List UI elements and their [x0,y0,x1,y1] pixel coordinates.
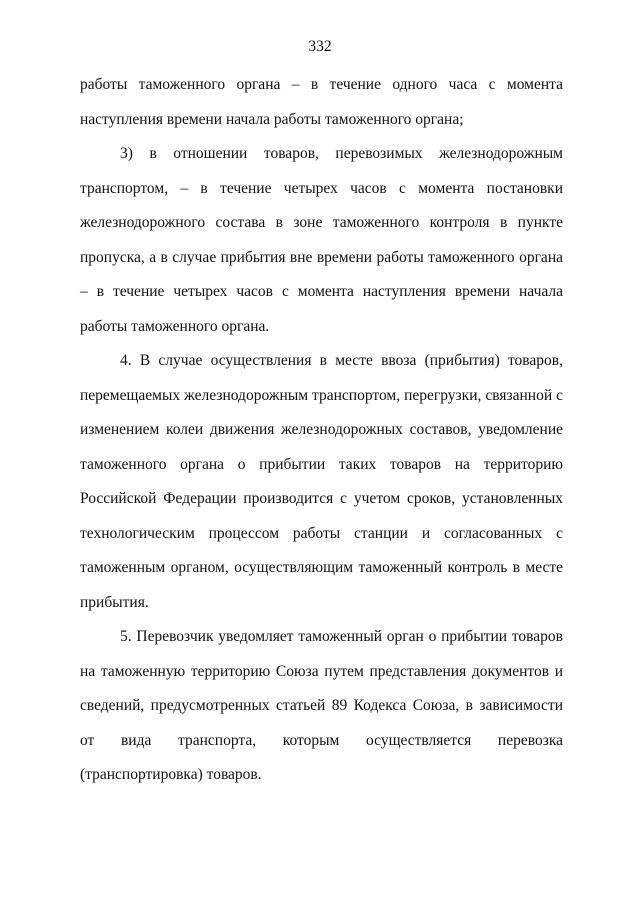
paragraph-item-5: 5. Перевозчик уведомляет таможенный орган о прибытии товаров на таможенную территорию Союза путем представления документов и сведений, предусмотренных статьей 89 Кодекса Союза, в зависимости от вида транспорта, которым осуществляется перевозка (транспортировка) товаров. [80,628,563,783]
paragraph-item-4: 4. В случае осуществления в месте ввоза (прибытия) товаров, перемещаемых железнодорожным транспортом, перегрузки, связанной с изменением колеи движения железнодорожных составов, уведомление таможенного органа о прибытии таких товаров на территорию Российской Федерации производится с учетом сроков, установленных технологическим процессом работы станции и согласованных с таможенным органом, осуществляющим таможенный контроль в месте прибытия. [80,352,563,611]
page-number: 332 [308,38,332,55]
paragraph-item-3: 3) в отношении товаров, перевозимых железнодорожным транспортом, – в течение четырех часов с момента постановки железнодорожного состава в зоне таможенного контроля в пункте пропуска, а в случае прибытия вне времени работы таможенного органа – в течение четырех часов с момента наступления времени начала работы таможенного органа. [80,145,563,335]
paragraph-continuation: работы таможенного органа – в течение одного часа с момента наступления времени начала работы таможенного органа; [80,76,563,128]
document-body [80,68,563,793]
